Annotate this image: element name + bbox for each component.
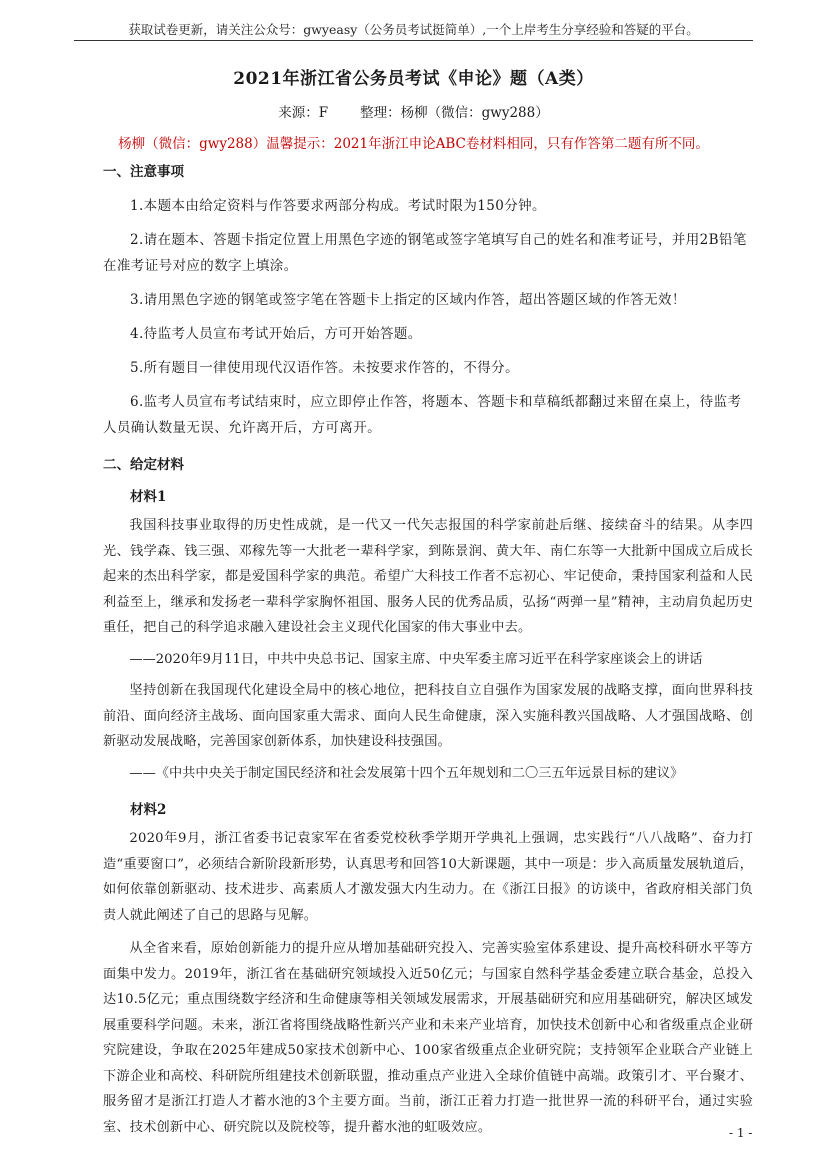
notice-item-1: 1.本题本由给定资料与作答要求两部分构成。考试时限为150分钟。 [130, 198, 546, 214]
notice-item-4: 4.待监考人员宣布考试开始后，方可开始答题。 [130, 326, 422, 342]
header-divider [74, 40, 753, 41]
materials-heading: 二、给定材料 [103, 457, 184, 473]
material-1-paragraph-1: 我国科技事业取得的历史性成就，是一代又一代矢志报国的科学家前赴后继、接续奋斗的结果。从李四光、钱学森、钱三强、邓稼先等一大批老一辈科学家，到陈景润、黄大年、南仁东等一大批新中国成立后成长起来的杰出科学家，都是爱国科学家的典范。希望广大科技工作者不忘初心、牢记使命，秉持国家利益和人民利益至上，继承和发扬老一辈科学家胸怀祖国、服务人民的优秀品质，弘扬“两弹一星”精神，主动肩负起历史重任，把自己的科学追求融入建设社会主义现代化国家的伟大事业中去。 [103, 518, 753, 635]
material-2-paragraph-1: 2020年9月，浙江省委书记袁家军在省委党校秋季学期开学典礼上强调，忠实践行“八八战略”、奋力打造“重要窗口”，必须结合新阶段新形势，认真思考和回答10大新课题，其中一项是：步入高质量发展轨道后，如何依靠创新驱动、技术进步、高素质人才激发强大内生动力。在《浙江日报》的访谈中，省政府相关部门负责人就此阐述了自己的思路与见解。 [103, 831, 753, 923]
source-from: 来源：F [278, 105, 329, 121]
material-1-paragraph-2: 坚持创新在我国现代化建设全局中的核心地位，把科技自立自强作为国家发展的战略支撑，面向世界科技前沿、面向经济主战场、面向国家重大需求、面向人民生命健康，深入实施科教兴国战略、人才强国战略、创新驱动发展战略，完善国家创新体系，加快建设科技强国。 [103, 683, 753, 749]
source-editor: 整理：杨柳（微信：gwy288） [360, 105, 549, 121]
notice-item-6: 6.监考人员宣布考试结束时，应立即停止作答，将题本、答题卡和草稿纸都翻过来留在桌上，待监考人员确认数量无误、允许离开后，方可离开。 [103, 394, 742, 436]
notice-item-5: 5.所有题目一律使用现代汉语作答。未按要求作答的，不得分。 [130, 360, 519, 376]
header-note: 获取试卷更新，请关注公众号：gwyeasy（公务员考试挺简单）,一个上岸考生分享经验和答疑的平台。 [128, 22, 699, 37]
material-1-citation-1: ——2020年9月11日，中共中央总书记、国家主席、中央军委主席习近平在科学家座谈会上的讲话 [129, 651, 703, 667]
page-title: 2021年浙江省公务员考试《申论》题（A类） [233, 69, 594, 89]
material-1-citation-2: ——《中共中央关于制定国民经济和社会发展第十四个五年规划和二〇三五年远景目标的建议》 [129, 765, 684, 781]
notice-item-3: 3.请用黑色字迹的钢笔或签字笔在答题卡上指定的区域内作答，超出答题区域的作答无效！ [130, 292, 686, 308]
notice-heading: 一、注意事项 [103, 164, 184, 180]
material-2-title: 材料2 [130, 802, 167, 818]
material-1-title: 材料1 [130, 489, 167, 505]
tip-note: 杨柳（微信：gwy288）温馨提示：2021年浙江申论ABC卷材料相同，只有作答第二题有所不同。 [118, 136, 709, 152]
source-line [0, 101, 827, 121]
notice-item-2: 2.请在题本、答题卡指定位置上用黑色字迹的钢笔或签字笔填写自己的姓名和准考证号，并用2B铅笔在准考证号对应的数字上填涂。 [103, 232, 747, 274]
material-2-paragraph-2: 从全省来看，原始创新能力的提升应从增加基础研究投入、完善实验室体系建设、提升高校科研水平等方面集中发力。2019年，浙江省在基础研究领域投入近50亿元；与国家自然科学基金委建立联合基金，总投入达10.5亿元；重点围绕数字经济和生命健康等相关领域发展需求，开展基础研究和应用基础研究，解决区域发展重要科学问题。未来，浙江省将围绕战略性新兴产业和未来产业培育，加快技术创新中心和省级重点企业研究院建设，争取在2025年建成50家技术创新中心、100家省级重点企业研究院；支持领军企业联合产业链上下游企业和高校、科研院所组建技术创新联盟，推动重点产业进入全球价值链中高端。政策引才、平台聚才、服务留才是浙江打造人才蓄水池的3个主要方面。当前，浙江正着力打造一批世界一流的科研平台，通过实验室、技术创新中心、研究院以及院校等，提升蓄水池的虹吸效应。 [103, 941, 753, 1135]
document-body [103, 160, 753, 1140]
page-number: - 1 - [729, 1126, 753, 1140]
